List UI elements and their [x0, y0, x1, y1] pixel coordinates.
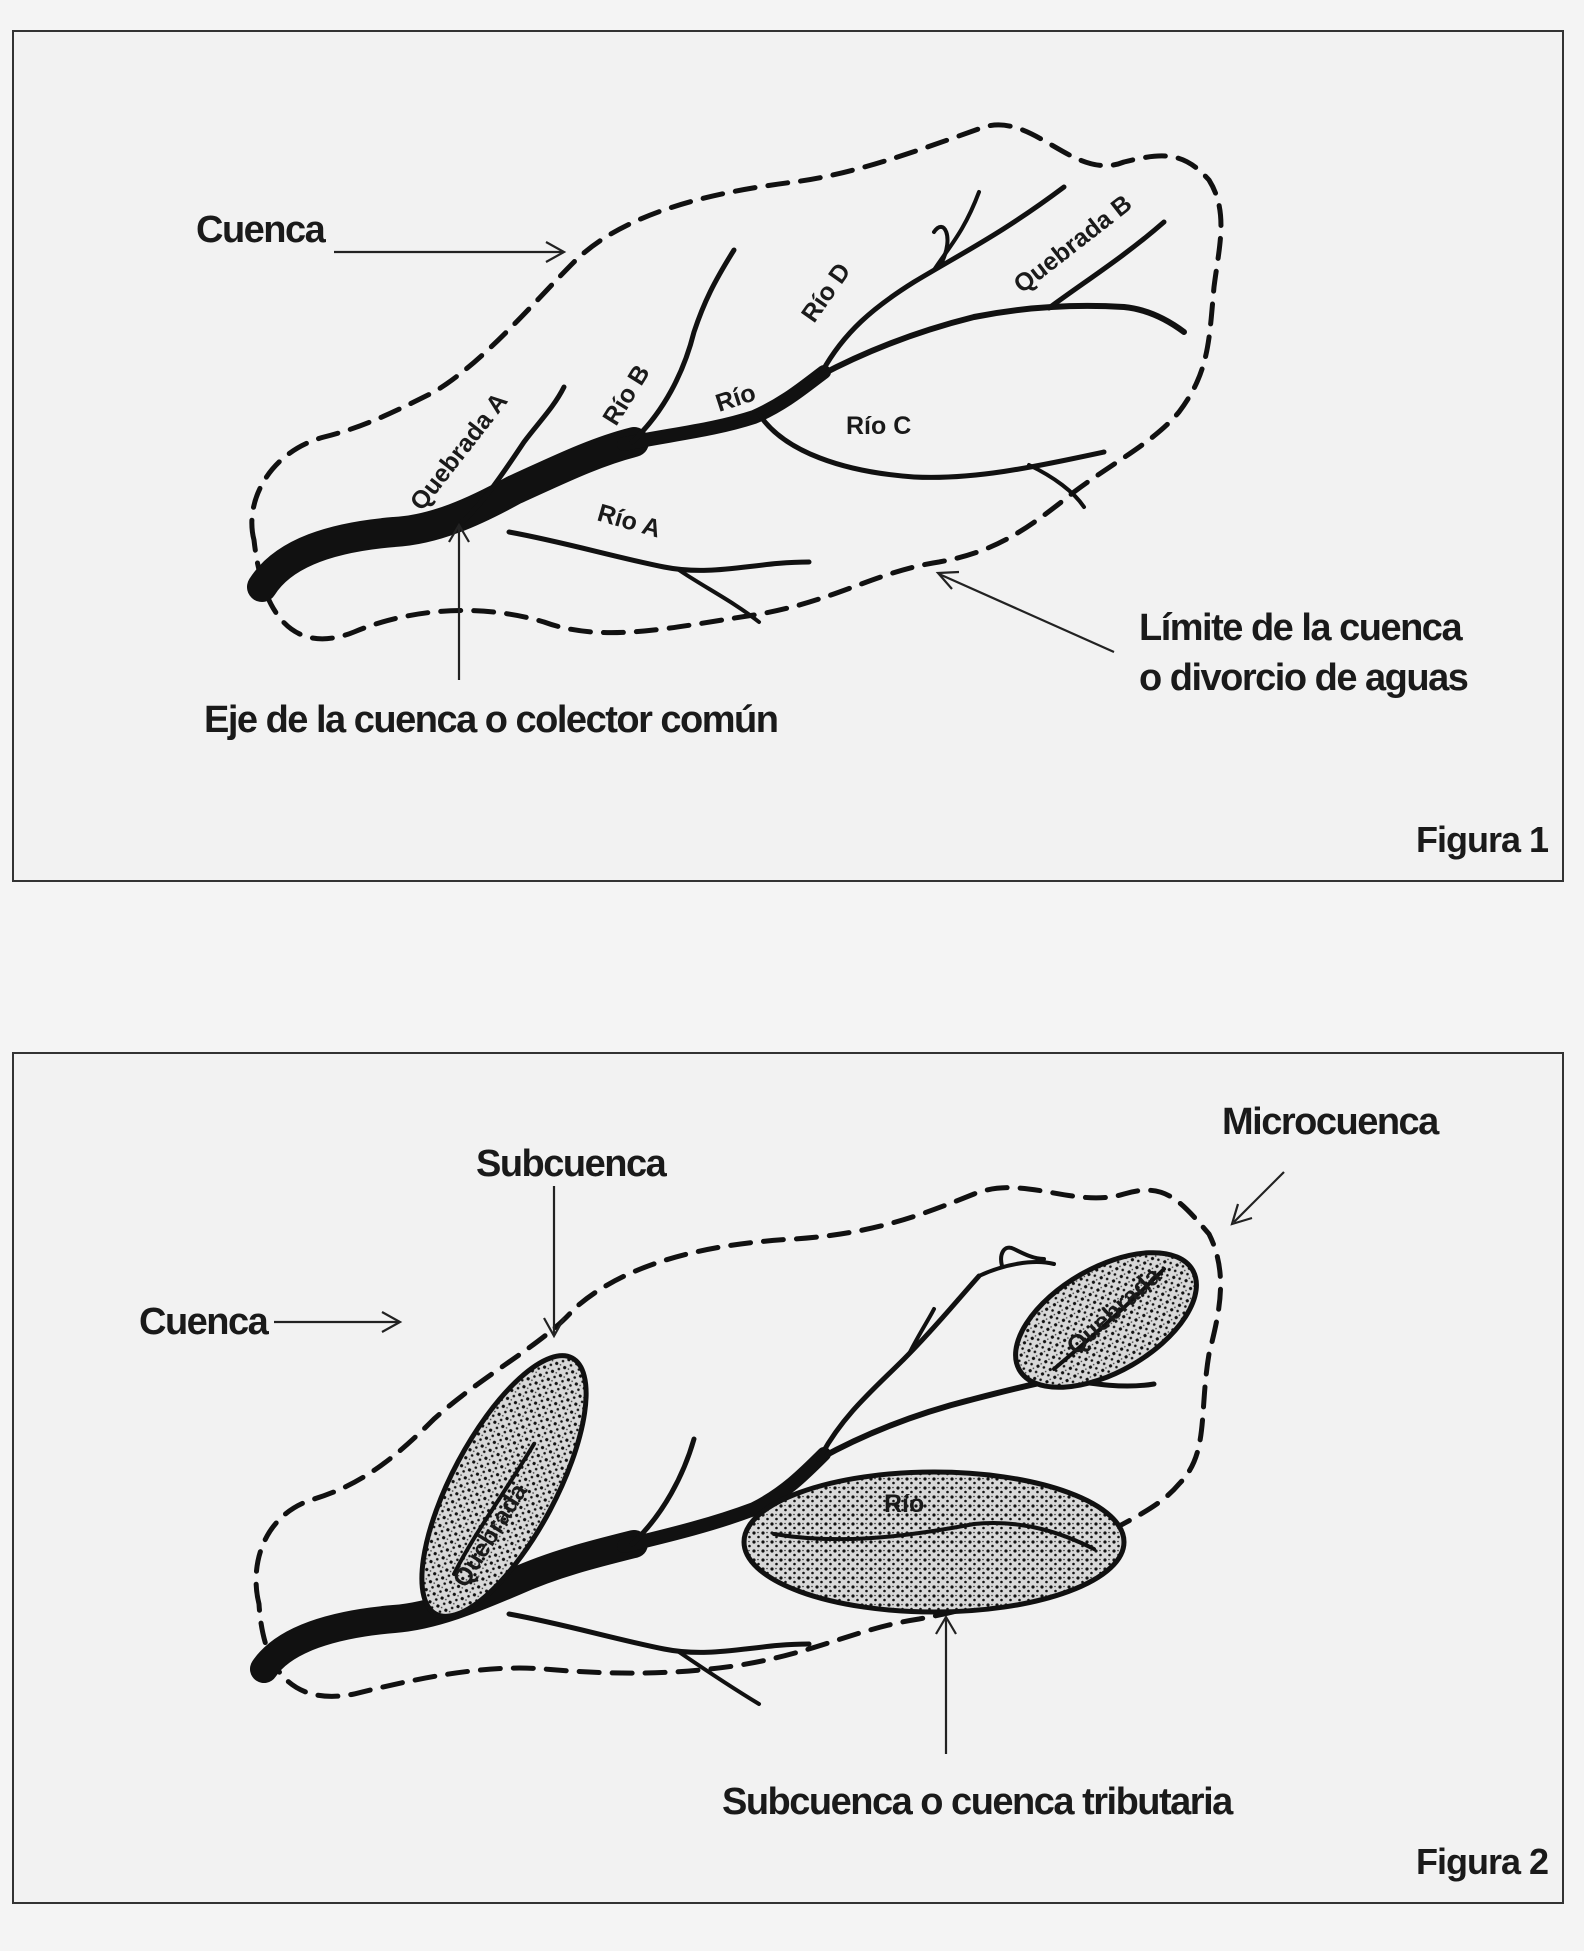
- label-rio-a: Río A: [594, 498, 664, 544]
- figure-1-diagram: [14, 32, 1566, 884]
- label-limite-line1: Límite de la cuenca: [1139, 607, 1462, 649]
- figure-1-panel: [12, 30, 1564, 882]
- label-rio-c: Río C: [846, 412, 912, 440]
- label-rio: Río: [884, 1490, 925, 1518]
- lower-branch: [679, 1652, 759, 1704]
- label-cuenca: Cuenca: [196, 209, 325, 251]
- label-quebrada-b: Quebrada B: [1008, 189, 1138, 299]
- label-cuenca: Cuenca: [139, 1301, 268, 1343]
- label-quebrada-right: Quebrada: [1061, 1261, 1167, 1361]
- figure-2-panel: [12, 1052, 1564, 1904]
- label-eje: Eje de la cuenca o colector común: [204, 699, 778, 741]
- label-rio: Río: [712, 378, 760, 418]
- figure-2-diagram: [14, 1054, 1566, 1906]
- label-limite-line2: o divorcio de aguas: [1139, 657, 1468, 699]
- watershed-boundary: [252, 125, 1221, 639]
- rio-c-tributary: [1029, 465, 1084, 507]
- rio-a-tributary: [679, 570, 759, 622]
- lower-tributary: [509, 1614, 809, 1652]
- label-quebrada-left: Quebrada: [447, 1478, 533, 1593]
- label-quebrada-a: Quebrada A: [404, 387, 514, 516]
- label-subcuenca-tributaria: Subcuenca o cuenca tributaria: [722, 1781, 1232, 1823]
- label-rio-b: Río B: [597, 359, 656, 431]
- subcuenca-rio-oval: [744, 1472, 1124, 1612]
- rio-c-stream: [759, 414, 1104, 477]
- rio-a-stream: [509, 532, 809, 570]
- upper-right-tributary: [979, 1262, 1054, 1276]
- figure-2-caption: Figura 2: [1416, 1841, 1549, 1882]
- microcuenca-arrow-line: [1234, 1172, 1284, 1222]
- label-subcuenca: Subcuenca: [476, 1143, 666, 1185]
- label-microcuenca: Microcuenca: [1222, 1101, 1438, 1143]
- upper-left-branch: [822, 1276, 979, 1454]
- upper-river: [819, 306, 1184, 376]
- label-rio-d: Río D: [795, 257, 857, 328]
- figure-1-caption: Figura 1: [1416, 819, 1549, 860]
- limite-arrow-line: [939, 574, 1114, 652]
